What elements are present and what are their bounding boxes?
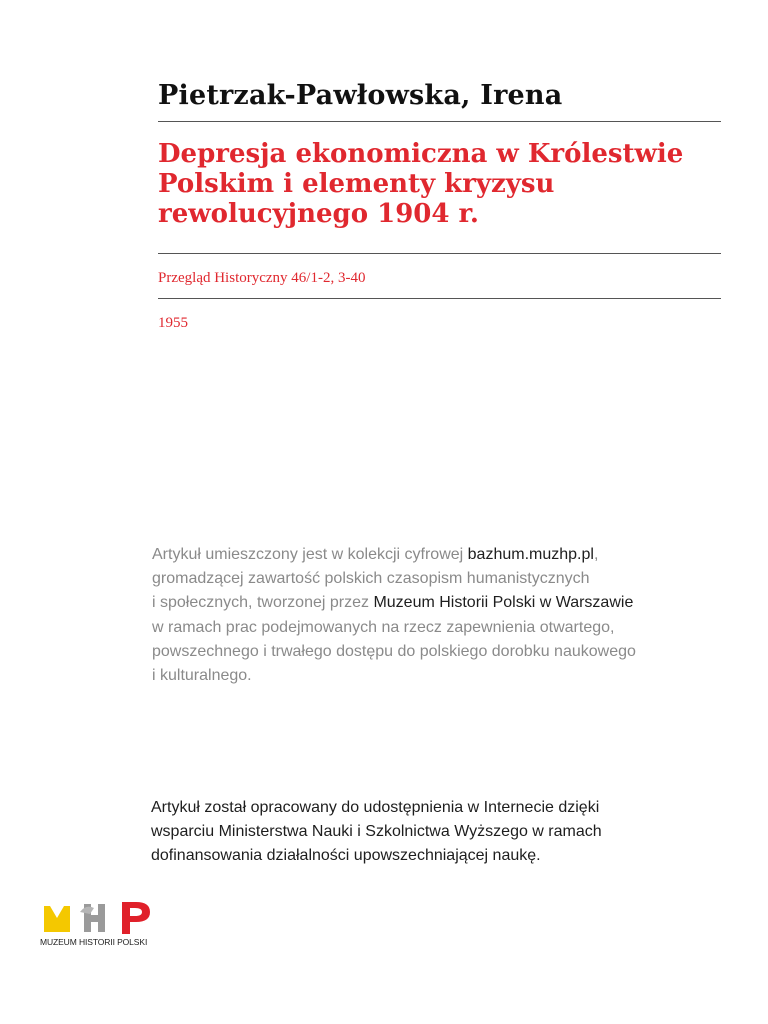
author-name: Pietrzak-Pawłowska, Irena xyxy=(158,80,563,111)
funding-line: Artykuł został opracowany do udostępnienia w Internecie dzięki xyxy=(151,799,600,816)
funding-line: dofinansowania działalności upowszechniającej naukę. xyxy=(151,847,541,865)
funding-line: wsparciu Ministerstwa Nauki i Szkolnictwa Wyższego w ramach xyxy=(151,823,602,841)
title-line: Depresja ekonomiczna w Królestwie xyxy=(158,139,684,169)
title-line: rewolucyjnego 1904 r. xyxy=(158,199,479,229)
logo-caption: MUZEUM HISTORII POLSKI xyxy=(40,937,148,947)
funding-notice xyxy=(151,796,711,869)
rule-top xyxy=(158,121,721,122)
title-line: Polskim i elementy kryzysu xyxy=(158,169,555,199)
notice-line: Artykuł umieszczony jest w kolekcji cyfrowej bazhum.muzhp.pl, xyxy=(152,546,599,563)
notice-line: gromadzącej zawartość polskich czasopism humanistycznych xyxy=(152,570,590,588)
rule-bottom xyxy=(158,298,721,299)
collection-notice xyxy=(152,543,712,688)
publication-year: 1955 xyxy=(158,315,188,331)
museum-link[interactable]: Muzeum Historii Polski w Warszawie xyxy=(373,594,634,612)
notice-line: powszechnego i trwałego dostępu do polskiego dorobku naukowego xyxy=(152,642,636,660)
notice-line: w ramach prac podejmowanych na rzecz zapewnienia otwartego, xyxy=(152,618,615,636)
journal-citation: Przegląd Historyczny 46/1-2, 3-40 xyxy=(158,270,366,286)
museum-logo-icon xyxy=(40,898,170,958)
rule-middle xyxy=(158,253,721,254)
notice-line: i społecznych, tworzonej przez Muzeum Historii Polski w Warszawie xyxy=(152,594,634,612)
notice-line: i kulturalnego. xyxy=(152,667,252,685)
document-title xyxy=(158,139,718,229)
bazhum-link[interactable]: bazhum.muzhp.pl xyxy=(467,546,594,563)
